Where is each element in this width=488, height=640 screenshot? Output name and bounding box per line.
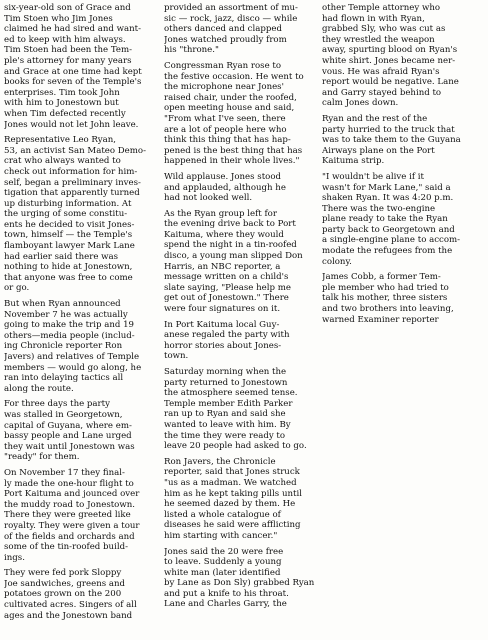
text-line: capital of Guyana, where em-: [4, 420, 132, 431]
text-line: potatoes grown on the 200: [4, 589, 122, 600]
text-line: him as he kept taking pills until: [164, 488, 302, 499]
text-line: the urging of some constitu-: [4, 209, 128, 220]
text-line: Jones would not let John leave.: [4, 119, 139, 130]
column-3: [322, 3, 482, 330]
text-line: party hurried to the truck that: [322, 124, 455, 135]
text-line: wanted to leave with him. By: [164, 419, 291, 430]
text-line: They were fed pork Sloppy: [4, 568, 122, 579]
text-line: horror stories about Jones-: [164, 340, 282, 351]
text-line: anese regaled the party with: [164, 330, 290, 341]
text-line: town, himself — the Temple's: [4, 230, 133, 241]
text-line: slate saying, "Please help me: [164, 282, 291, 293]
text-line: the festive occasion. He went to: [164, 71, 304, 82]
text-line: Congressman Ryan rose to: [164, 60, 282, 71]
text-line: and Grace at one time had kept: [4, 66, 142, 77]
text-line: ings.: [4, 552, 25, 563]
column-1: [4, 3, 158, 626]
text-line: ran up to Ryan and said she: [164, 409, 286, 420]
text-line: raised chair, under the roofed,: [164, 92, 297, 103]
text-line: "us as a madman. We watched: [164, 477, 297, 488]
article-paragraph: [4, 135, 158, 294]
text-line: Port Kaituma and jounced over: [4, 489, 140, 500]
text-line: and applauded, although he: [164, 182, 286, 193]
text-line: town.: [164, 351, 189, 362]
text-line: plane ready to take the Ryan: [322, 214, 448, 225]
text-line: others danced and clapped: [164, 24, 282, 35]
text-line: Wild applause. Jones stood: [164, 171, 281, 182]
text-line: by Lane as Don Sly) grabbed Ryan: [164, 578, 315, 589]
text-line: Saturday morning when the: [164, 367, 287, 377]
text-line: November 7 he was actually: [4, 309, 128, 320]
text-line: had earlier said there was: [4, 251, 119, 262]
text-line: "I wouldn't be alive if it: [322, 171, 424, 182]
text-line: ages and the Jonestown band: [4, 610, 133, 621]
text-line: colony.: [322, 256, 352, 267]
text-line: diseases he said were afflicting: [164, 520, 301, 531]
text-line: of the fields and orchards and: [4, 531, 135, 542]
text-line: nothing to hide at Jonestown,: [4, 262, 133, 273]
text-line: white man (later identified: [164, 567, 281, 578]
text-line: his "throne.": [164, 45, 219, 56]
text-line: There they were greeted like: [4, 510, 131, 521]
text-line: party back to Georgetown and: [322, 224, 455, 235]
article-paragraph: [4, 568, 158, 621]
text-line: bassy people and Lane urged: [4, 431, 132, 442]
text-line: the microphone near Jones': [164, 82, 284, 93]
text-line: claimed he had sired and want-: [4, 24, 141, 35]
text-line: going to make the trip and 19: [4, 320, 135, 331]
article-paragraph: [322, 3, 482, 109]
text-line: leave 20 people had asked to go.: [164, 441, 307, 452]
text-line: cultivated acres. Singers of all: [4, 600, 137, 611]
article-paragraph: [164, 547, 316, 611]
text-line: the evening drive back to Port: [164, 219, 296, 230]
article-paragraph: [322, 272, 482, 325]
text-line: had not looked well.: [164, 193, 253, 204]
text-line: Jones said the 20 were free: [164, 546, 284, 557]
text-line: warned Examiner reporter: [322, 314, 439, 325]
text-line: 53, an activist San Mateo Demo-: [4, 145, 146, 156]
text-line: they wait until Jonestown was: [4, 441, 135, 452]
text-line: sic — rock, jazz, disco — while: [164, 13, 298, 24]
text-line: On November 17 they final-: [4, 467, 125, 478]
text-line: along the route.: [4, 383, 74, 394]
text-line: happened in their whole lives.": [164, 156, 300, 167]
text-line: ple's attorney for many years: [4, 55, 132, 66]
text-line: Temple member Edith Parker: [164, 398, 293, 409]
text-line: to leave. Suddenly a young: [164, 557, 282, 568]
text-line: get out of Jonestown." There: [164, 293, 289, 304]
text-line: flamboyant lawyer Mark Lane: [4, 241, 135, 252]
text-line: that anyone was free to come: [4, 272, 133, 283]
text-line: pened is the best thing that has: [164, 145, 303, 156]
text-line: Ron Javers, the Chronicle: [164, 456, 276, 467]
text-line: modate the refugees from the: [322, 246, 453, 257]
article-paragraph: [164, 61, 316, 167]
article-paragraph: [164, 3, 316, 56]
text-line: message written on a child's: [164, 272, 289, 283]
text-line: and put a knife to his throat.: [164, 588, 289, 599]
article-paragraph: [322, 172, 482, 267]
article-paragraph: [4, 468, 158, 563]
text-line: he seemed dazed by them. He: [164, 499, 296, 510]
text-line: was to take them to the Guyana: [322, 135, 461, 146]
text-line: royalty. They were given a tour: [4, 520, 140, 531]
text-line: open meeting house and said,: [164, 103, 295, 114]
text-line: some of the tin-roofed build-: [4, 542, 128, 553]
text-line: Jones watched proudly from: [164, 34, 287, 45]
text-line: Javers) and relatives of Temple: [4, 352, 140, 362]
article-paragraph: [4, 399, 158, 463]
column-2: [164, 3, 316, 615]
article-paragraph: [164, 457, 316, 542]
text-line: up disturbing information. At: [4, 198, 132, 209]
text-line: vous. He was afraid Ryan's: [322, 66, 440, 77]
text-line: wasn't for Mark Lane," said a: [322, 182, 451, 193]
text-line: are a lot of people here who: [164, 124, 287, 135]
text-line: think this thing that has hap-: [164, 135, 291, 146]
article-paragraph: [164, 320, 316, 362]
text-line: shaken Ryan. It was 4:20 p.m.: [322, 193, 454, 204]
text-line: There was the two-engine: [322, 203, 436, 214]
text-line: But when Ryan announced: [4, 299, 121, 310]
text-line: party returned to Jonestown: [164, 377, 288, 388]
text-line: had flown in with Ryan,: [322, 13, 425, 24]
text-line: As the Ryan group left for: [164, 208, 277, 219]
text-line: Ryan and the rest of the: [322, 113, 428, 124]
text-line: Kaituma, where they would: [164, 229, 284, 240]
text-line: they wrestled the weapon: [322, 34, 435, 45]
text-line: the atmosphere seemed tense.: [164, 388, 298, 399]
text-line: ed to keep with him always.: [4, 34, 126, 45]
text-line: report would be negative. Lane: [322, 77, 459, 88]
text-line: James Cobb, a former Tem-: [322, 272, 441, 283]
text-line: or go.: [4, 283, 30, 294]
text-line: members — would go along, he: [4, 362, 142, 373]
text-line: others—media people (includ-: [4, 330, 135, 341]
article-paragraph: [322, 114, 482, 167]
text-line: enterprises. Tim took John: [4, 87, 120, 98]
text-line: him starting with cancer.": [164, 530, 278, 541]
text-line: away, spurting blood on Ryan's: [322, 45, 458, 56]
text-line: a single-engine plane to accom-: [322, 235, 461, 246]
text-line: self, began a preliminary inves-: [4, 177, 141, 188]
text-line: ple member who had tried to: [322, 282, 449, 293]
text-line: Kaituma strip.: [322, 156, 385, 167]
text-line: ing Chronicle reporter Ron: [4, 341, 123, 352]
text-line: For three days the party: [4, 399, 110, 410]
article-paragraph: [164, 209, 316, 315]
article-paragraph: [4, 3, 158, 130]
text-line: spend the night in a tin-roofed: [164, 240, 297, 251]
text-line: grabbed Sly, who was cut as: [322, 24, 446, 35]
text-line: listed a whole catalogue of: [164, 509, 281, 520]
text-line: when Tim defected recently: [4, 108, 126, 119]
text-line: were four signatures on it.: [164, 304, 281, 315]
text-line: crat who always wanted to: [4, 156, 121, 167]
text-line: six-year-old son of Grace and: [4, 3, 131, 13]
article-paragraph: [164, 172, 316, 204]
text-line: Joe sandwiches, greens and: [4, 578, 126, 589]
text-line: white shirt. Jones became ner-: [322, 55, 456, 66]
text-line: disco, a young man slipped Don: [164, 251, 303, 262]
text-line: books for seven of the Temple's: [4, 77, 142, 88]
text-line: with him to Jonestown but: [4, 98, 119, 109]
text-line: provided an assortment of mu-: [164, 3, 298, 13]
text-line: Lane and Charles Garry, the: [164, 599, 287, 610]
text-line: calm Jones down.: [322, 98, 399, 109]
text-line: Tim Stoen had been the Tem-: [4, 45, 133, 56]
text-line: and two brothers into leaving,: [322, 304, 454, 315]
text-line: tigation that apparently turned: [4, 188, 140, 199]
text-line: ran into delaying tactics all: [4, 373, 124, 384]
text-line: ly made the one-hour flight to: [4, 478, 134, 489]
text-line: reporter, said that Jones struck: [164, 467, 300, 478]
text-line: Tim Stoen who Jim Jones: [4, 13, 113, 24]
text-line: ents he decided to visit Jones-: [4, 219, 135, 230]
article-paragraph: [164, 367, 316, 452]
text-line: was stalled in Georgetown,: [4, 409, 123, 420]
text-line: Harris, an NBC reporter, a: [164, 261, 281, 272]
text-line: "From what I've seen, there: [164, 113, 286, 124]
article-paragraph: [4, 299, 158, 394]
text-line: and Garry stayed behind to: [322, 87, 442, 98]
text-line: talk his mother, three sisters: [322, 293, 448, 304]
text-line: the time they were ready to: [164, 430, 286, 441]
text-line: Representative Leo Ryan,: [4, 135, 116, 146]
text-line: Airways plane on the Port: [322, 145, 435, 156]
text-line: "ready" for them.: [4, 452, 80, 463]
text-line: the muddy road to Jonestown.: [4, 499, 135, 510]
text-line: In Port Kaituma local Guy-: [164, 319, 280, 330]
text-line: other Temple attorney who: [322, 3, 441, 13]
text-line: check out information for him-: [4, 166, 138, 177]
